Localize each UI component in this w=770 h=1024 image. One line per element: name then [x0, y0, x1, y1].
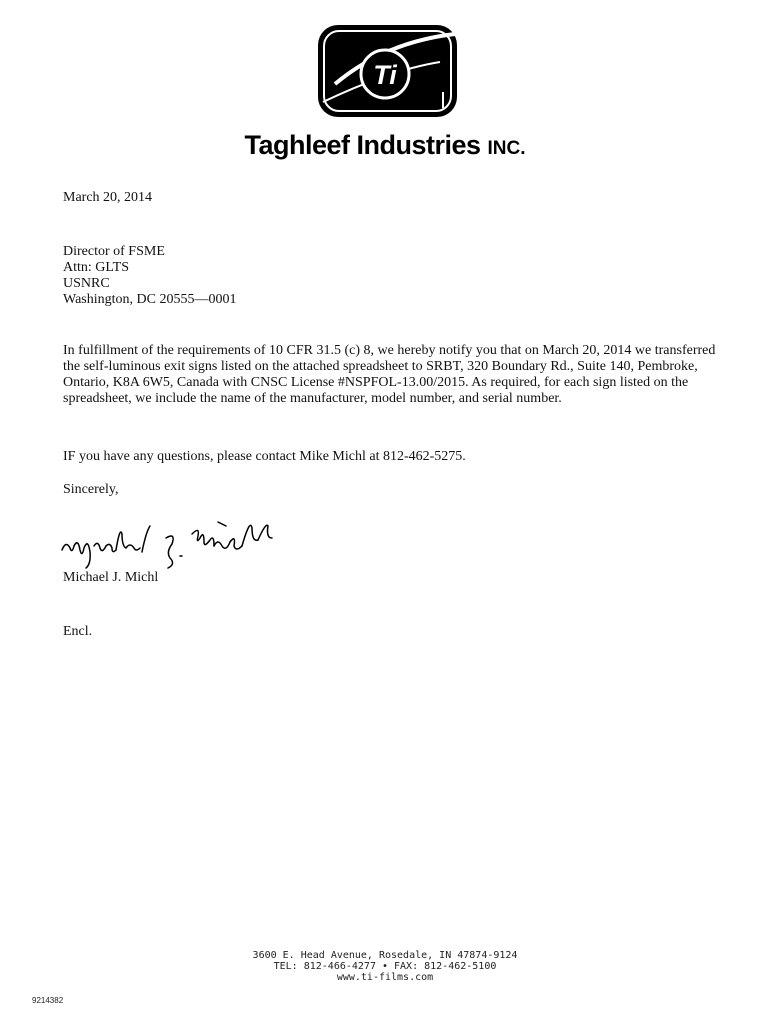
- letterhead-footer: [0, 950, 770, 983]
- recipient-address: [63, 244, 236, 308]
- company-name-main: Taghleef Industries: [244, 130, 481, 160]
- document-number: 9214382: [32, 996, 64, 1005]
- closing: Sincerely,: [63, 482, 119, 497]
- letter-date: March 20, 2014: [63, 190, 153, 205]
- recipient-line: Attn: GLTS: [63, 260, 129, 275]
- letter-body: In fulfillment of the requirements of 10 CFR 31.5 (c) 8, we hereby notify you that on March 20, 2014 we transferred the self-luminous exit signs listed on the attached spreadsheet to SRBT, 320 Boundary Rd., Suite 140, Pembroke, Ontario, K8A 6W5, Canada with CNSC License #NSPFOL-13.00/2015. As required, for each sign listed on the spreadsheet, we include the name of the manufacturer, model number, and serial number.: [63, 343, 716, 406]
- recipient-line: USNRC: [63, 276, 110, 291]
- recipient-line: Director of FSME: [63, 244, 165, 259]
- footer-phones: TEL: 812-466-4277 • FAX: 812-462-5100: [273, 961, 497, 972]
- taghleef-logo: [315, 22, 460, 120]
- company-name: [0, 130, 770, 161]
- enclosure-note: Encl.: [63, 624, 93, 639]
- signer-name: Michael J. Michl: [63, 570, 159, 585]
- contact-paragraph: IF you have any questions, please contact Mike Michl at 812-462-5275.: [63, 449, 466, 464]
- footer-website: www.ti-films.com: [336, 972, 434, 983]
- logo-monogram: Ti: [373, 60, 397, 90]
- handwritten-signature: [60, 512, 275, 572]
- company-suffix: INC.: [487, 138, 526, 159]
- recipient-line: Washington, DC 20555—0001: [63, 292, 237, 307]
- footer-address: 3600 E. Head Avenue, Rosedale, IN 47874-9124: [252, 950, 518, 961]
